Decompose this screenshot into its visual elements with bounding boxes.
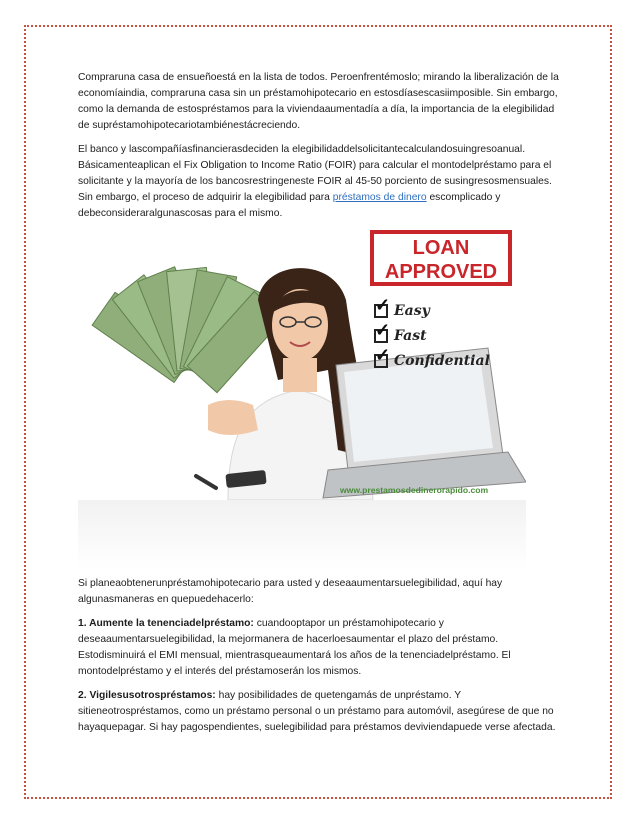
tip-item-1 <box>78 616 564 680</box>
loans-link[interactable]: préstamos de dinero <box>332 192 427 203</box>
checklist <box>374 300 524 375</box>
checkbox-icon <box>374 329 388 343</box>
intro-paragraph: Compraruna casa de ensueñoestá en la lista de todos. Peroenfrentémoslo; mirando la liberalización de la economíaindia, compraruna casa sin un préstamohipotecario en estosdíasescasiimposible. Sin embargo, como la demanda de estospréstamos para la viviendaaumentadía a día, la importancia de la elegibilidad de supréstamohipotecariotambiénestácreciendo. <box>78 72 559 131</box>
eligibility-text-end: escomplicado y debeconsideraralgunascosas para el mismo. <box>78 192 501 219</box>
checkbox-icon <box>374 304 388 318</box>
stamp-line2: APPROVED <box>384 261 498 283</box>
loan-approved-stamp <box>370 230 512 286</box>
tip-1-title: 1. Aumente la tenenciadelpréstamo: <box>78 618 254 629</box>
check-label: Confidential <box>394 353 490 369</box>
site-watermark: www.prestamosdedinerorapido.com <box>340 485 489 495</box>
document-body <box>78 70 564 744</box>
check-fast <box>374 325 524 347</box>
eligibility-text-start: El banco y lascompañíasfinancierasdeciden la elegibilidaddelsolicitantecalculandosuingresoanual. Básicamenteaplican el Fix Obligation to Income Ratio (FOIR) para calcular el montodelpréstamo para el solicitante y la mayoría de los bancosrestringeneste FOIR al 45-50 porciento de susingresosmensuales. Sin embargo, el proceso de adquirir la elegibilidad para <box>78 144 552 203</box>
tip-2-body: hay posibilidades de quetengamás de unpréstamo. Y sitieneotrospréstamos, como un préstamo personal o un préstamo para automóvil, asegúrese de que no hayaquepagar. Si hay pagospendientes, suelegibilidad para préstamos deviviendapuede verse afectada. <box>78 690 556 733</box>
tip-2-title: 2. Vigilesusotrospréstamos: <box>78 690 216 701</box>
loan-approved-photo <box>78 230 526 500</box>
tips-intro-paragraph: Si planeaobtenerunpréstamohipotecario para usted y deseaaumentarsuelegibilidad, aquí hay algunasmaneras en quepuedehacerlo: <box>78 578 503 605</box>
check-easy <box>374 300 524 322</box>
check-confidential <box>374 350 524 372</box>
photo-reflection <box>78 500 526 570</box>
eligibility-paragraph <box>78 142 564 222</box>
check-label: Easy <box>394 303 430 319</box>
checkbox-icon <box>374 354 388 368</box>
tip-1-body: cuandooptapor un préstamohipotecario y deseaaumentarsuelegibilidad, la mejormanera de hacerloesaumentar el plazo del préstamo. Estodisminuirá el EMI mensual, mientrasqueaumentará los años de la tenenciadelpréstamo. El montodelpréstamo y el interés del préstamoserán los mismos. <box>78 618 511 677</box>
tip-item-2 <box>78 688 564 736</box>
stamp-line1: LOAN <box>412 237 470 259</box>
check-label: Fast <box>394 328 427 344</box>
